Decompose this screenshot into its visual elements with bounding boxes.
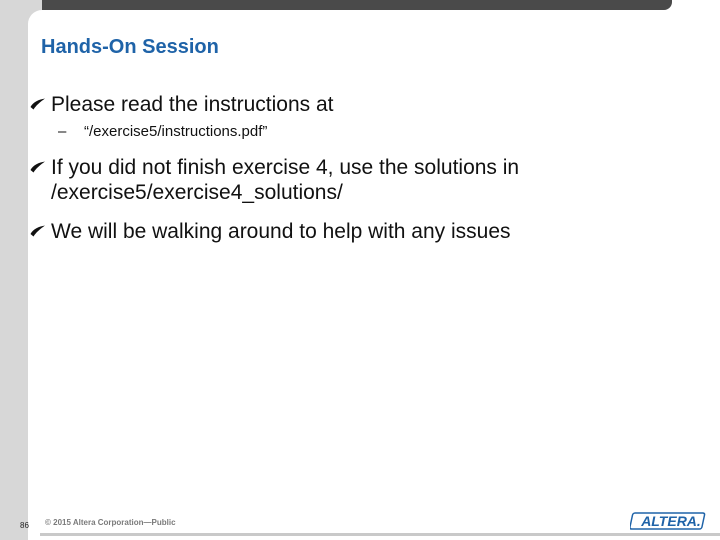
altera-logo-icon bbox=[630, 508, 710, 532]
bullet-item bbox=[28, 92, 688, 117]
slide-title: Hands-On Session bbox=[41, 36, 219, 58]
left-rail bbox=[0, 0, 28, 540]
bullet-swoosh-icon bbox=[30, 161, 46, 173]
bullet-swoosh-icon bbox=[30, 98, 46, 110]
sub-bullet-item bbox=[28, 123, 688, 141]
top-band bbox=[0, 0, 672, 10]
bullet-item bbox=[28, 155, 688, 205]
rail-corner bbox=[28, 10, 42, 24]
bullet-list bbox=[28, 92, 688, 244]
sub-bullet-text: “/exercise5/instructions.pdf” bbox=[84, 123, 268, 140]
bullet-text: Please read the instructions at bbox=[51, 93, 334, 116]
bullet-item bbox=[28, 219, 688, 244]
bullet-swoosh-icon bbox=[30, 225, 46, 237]
copyright-notice: © 2015 Altera Corporation—Public bbox=[45, 518, 176, 527]
sub-bullet-dash: – bbox=[58, 123, 67, 140]
footer-divider bbox=[40, 533, 720, 536]
band-join bbox=[28, 0, 42, 10]
page-number: 86 bbox=[20, 521, 29, 530]
bullet-text: We will be walking around to help with any issues bbox=[51, 220, 511, 243]
bullet-text: If you did not finish exercise 4, use the solutions in /exercise5/exercise4_solutions/ bbox=[51, 156, 520, 204]
logo-text: ALTERA. bbox=[641, 513, 701, 529]
